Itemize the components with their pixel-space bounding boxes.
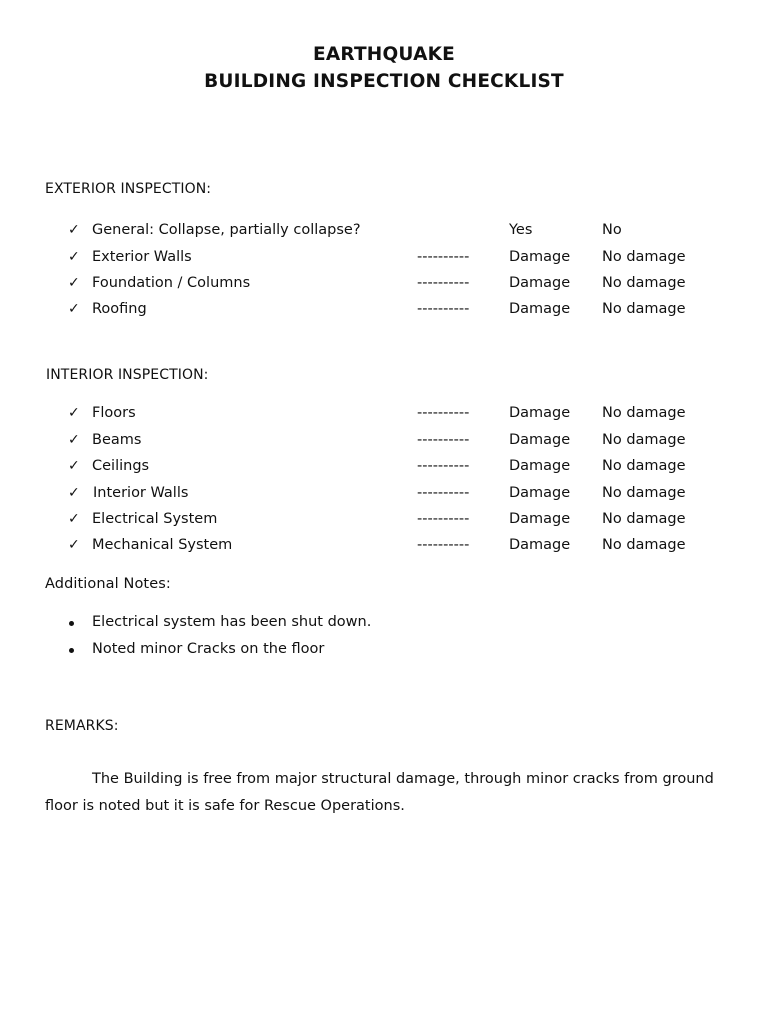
item-dashes: ---------- bbox=[417, 301, 470, 317]
check-icon: ✓ bbox=[68, 275, 80, 291]
note-item: Electrical system has been shut down. bbox=[92, 614, 372, 630]
bullet-icon bbox=[69, 621, 74, 626]
item-label: Floors bbox=[92, 405, 136, 421]
option-no-damage: No damage bbox=[602, 511, 686, 527]
check-icon: ✓ bbox=[68, 301, 80, 317]
option-damage: Damage bbox=[509, 537, 571, 553]
item-dashes: ---------- bbox=[417, 458, 470, 474]
item-label: Interior Walls bbox=[93, 485, 189, 501]
item-dashes: ---------- bbox=[417, 537, 470, 553]
check-icon: ✓ bbox=[68, 458, 80, 474]
check-icon: ✓ bbox=[68, 222, 80, 238]
item-label: General: Collapse, partially collapse? bbox=[92, 222, 361, 238]
option-yes: Yes bbox=[509, 222, 533, 238]
option-no-damage: No damage bbox=[602, 537, 686, 553]
note-item: Noted minor Cracks on the floor bbox=[92, 641, 325, 657]
option-damage: Damage bbox=[509, 458, 571, 474]
item-label: Electrical System bbox=[92, 511, 218, 527]
option-damage: Damage bbox=[509, 432, 571, 448]
checklist-row bbox=[0, 458, 768, 480]
doc-title-line2: BUILDING INSPECTION CHECKLIST bbox=[204, 71, 564, 92]
item-dashes: ---------- bbox=[417, 405, 470, 421]
option-no-damage: No damage bbox=[602, 405, 686, 421]
check-icon: ✓ bbox=[68, 249, 80, 265]
item-dashes: ---------- bbox=[417, 485, 470, 501]
item-dashes: ---------- bbox=[417, 275, 470, 291]
checklist-row bbox=[0, 301, 768, 323]
exterior-heading: EXTERIOR INSPECTION: bbox=[45, 181, 212, 197]
checklist-row bbox=[0, 405, 768, 427]
item-dashes: ---------- bbox=[417, 432, 470, 448]
item-label: Ceilings bbox=[92, 458, 150, 474]
option-no-damage: No damage bbox=[602, 275, 686, 291]
item-label: Beams bbox=[92, 432, 142, 448]
checklist-row bbox=[0, 249, 768, 271]
check-icon: ✓ bbox=[68, 485, 80, 501]
checklist-row bbox=[0, 537, 768, 559]
item-label: Foundation / Columns bbox=[92, 275, 251, 291]
option-no-damage: No damage bbox=[602, 485, 686, 501]
item-dashes: ---------- bbox=[417, 249, 470, 265]
checklist-row bbox=[0, 222, 768, 244]
option-damage: Damage bbox=[509, 485, 571, 501]
option-damage: Damage bbox=[509, 511, 571, 527]
option-damage: Damage bbox=[509, 249, 571, 265]
option-no-damage: No damage bbox=[602, 249, 686, 265]
item-label: Roofing bbox=[92, 301, 147, 317]
option-no-damage: No damage bbox=[602, 301, 686, 317]
check-icon: ✓ bbox=[68, 432, 80, 448]
option-no-damage: No damage bbox=[602, 458, 686, 474]
notes-heading: Additional Notes: bbox=[45, 576, 171, 592]
checklist-row bbox=[0, 432, 768, 454]
remarks-text: The Building is free from major structural damage, through minor cracks from ground floor is noted but it is safe for Rescue Operations. bbox=[45, 771, 714, 814]
check-icon: ✓ bbox=[68, 537, 80, 553]
checklist-row bbox=[0, 275, 768, 297]
checklist-row bbox=[0, 511, 768, 533]
item-label: Exterior Walls bbox=[92, 249, 192, 265]
doc-title-line1: EARTHQUAKE bbox=[313, 44, 455, 65]
interior-heading: INTERIOR INSPECTION: bbox=[46, 367, 209, 383]
bullet-icon bbox=[69, 648, 74, 653]
option-damage: Damage bbox=[509, 405, 571, 421]
option-damage: Damage bbox=[509, 301, 571, 317]
option-damage: Damage bbox=[509, 275, 571, 291]
check-icon: ✓ bbox=[68, 405, 80, 421]
item-dashes: ---------- bbox=[417, 511, 470, 527]
checklist-row bbox=[0, 485, 768, 507]
option-no-damage: No damage bbox=[602, 432, 686, 448]
check-icon: ✓ bbox=[68, 511, 80, 527]
option-no: No bbox=[602, 222, 622, 238]
remarks-heading: REMARKS: bbox=[45, 718, 119, 734]
item-label: Mechanical System bbox=[92, 537, 233, 553]
